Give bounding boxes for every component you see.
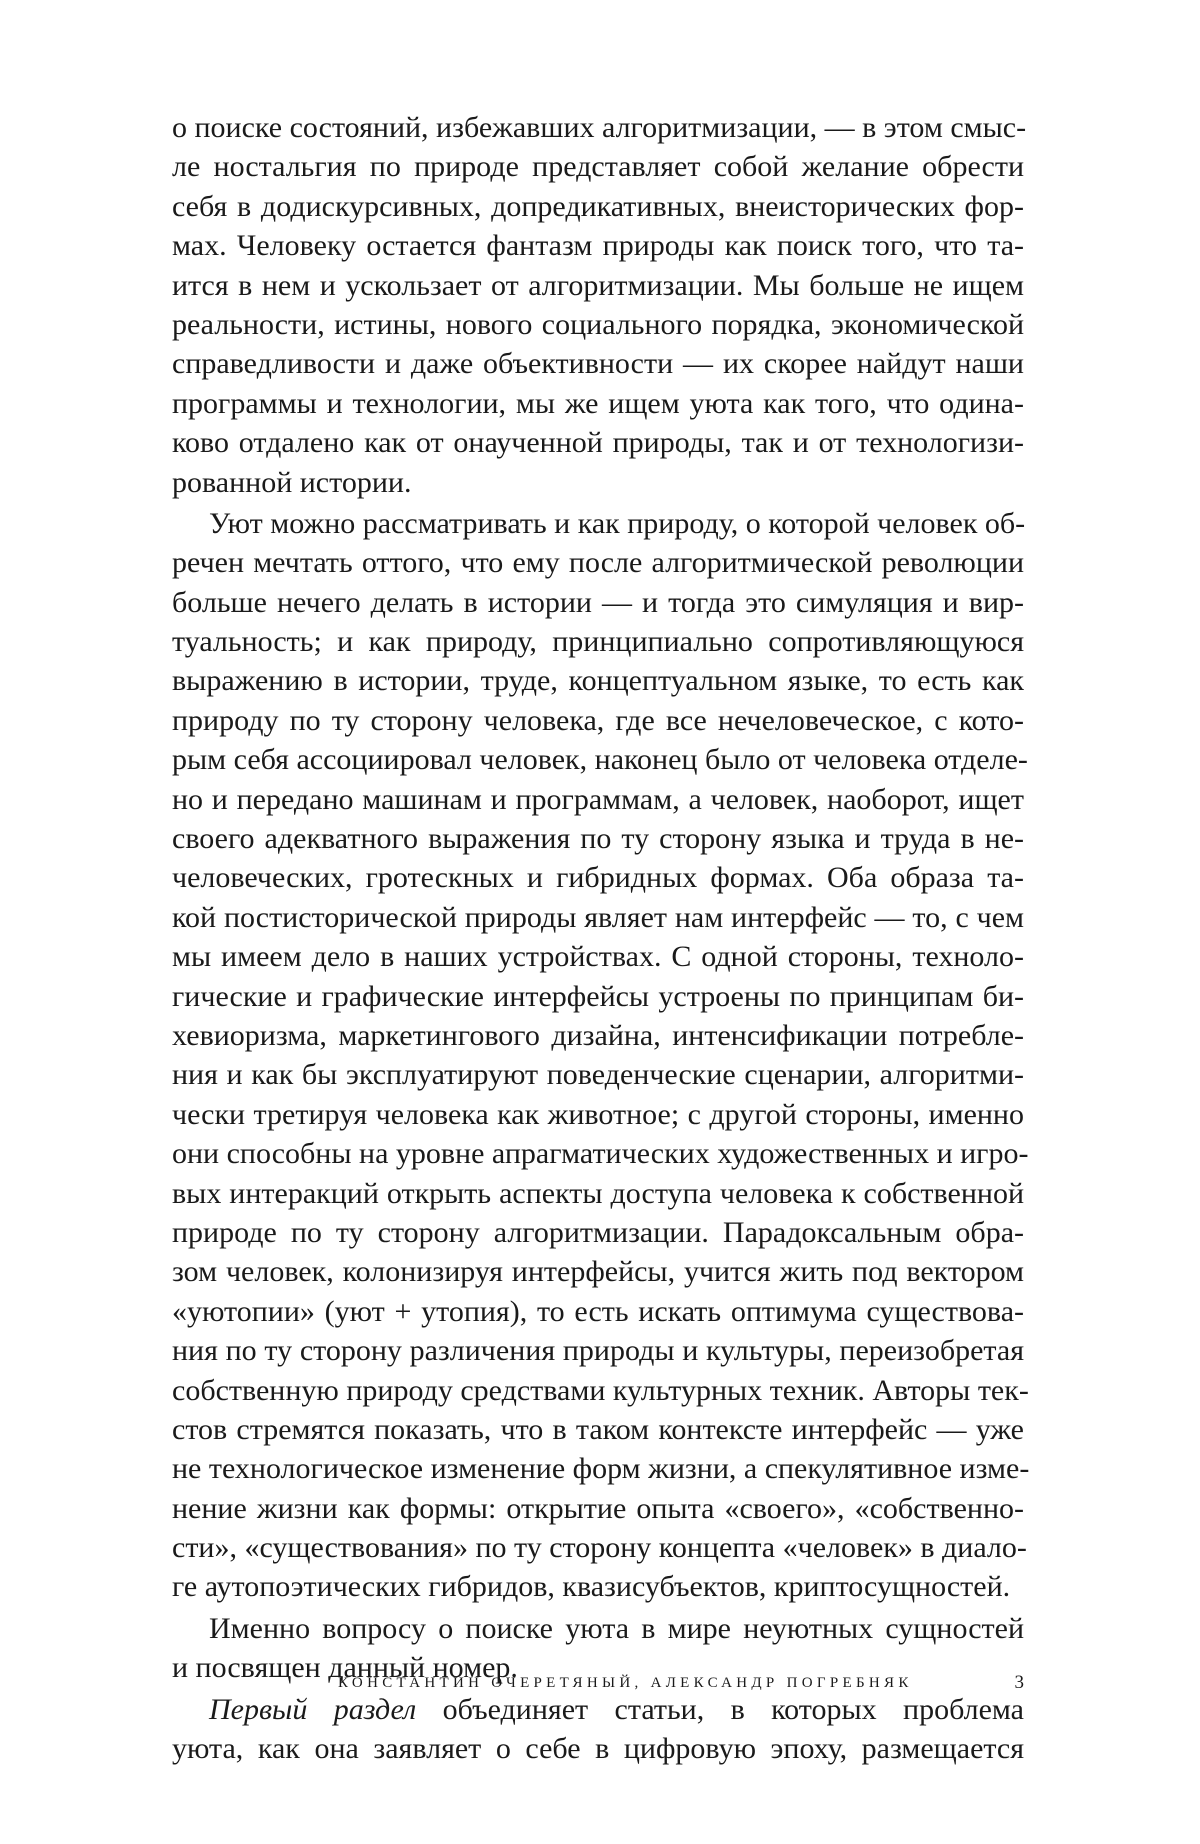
text-line: справедливости и даже объективности — их скорее найдут наши (172, 347, 1024, 381)
page-footer (338, 1668, 1024, 1698)
text-line: рованной истории. (172, 465, 412, 499)
text-line: ится в нем и ускользает от алгоритмизации. Мы больше не ищем (172, 268, 1024, 302)
text-line: нение жизни как формы: открытие опыта «своего», «собственно- (172, 1491, 1024, 1525)
text-line: туальность; и как природу, принципиально сопротивляющуюся (172, 625, 1024, 659)
text-line: рым себя ассоциировал человек, наконец было от человека отделе- (172, 743, 1028, 777)
text-line: о поиске состояний, избежавших алгоритмизации, — в этом смыс- (172, 111, 1027, 144)
text-line: уюта, как она заявляет о себе в цифровую эпоху, размещается (172, 1732, 1024, 1766)
text-line: они способны на уровне апрагматических художественных и игро- (172, 1137, 1029, 1171)
text-line: «уютопии» (уют + утопия), то есть искать оптимума существова- (172, 1294, 1024, 1328)
text-fragment: объединяет статьи, в которых проблема (442, 1692, 1024, 1726)
text-line: гические и графические интерфейсы устроены по принципам би- (172, 979, 1024, 1013)
text-line: больше нечего делать в истории — и тогда это симуляция и вир- (172, 585, 1024, 619)
text-line: программы и технологии, мы же ищем уюта как того, что одина- (172, 386, 1024, 420)
text-line: чески третируя человека как животное; с другой стороны, именно (172, 1097, 1024, 1131)
text-line: ге аутопоэтических гибридов, квазисубъектов, криптосущностей. (172, 1570, 1011, 1604)
paragraph (172, 1690, 1024, 1769)
text-line: Уют можно рассматривать и как природу, о которой человек об- (209, 506, 1026, 540)
text-line: мах. Человеку остается фантазм природы как поиск того, что та- (172, 229, 1024, 263)
paragraph (172, 504, 1030, 1607)
text-line: человеческих, гротескных и гибридных формах. Оба образа та- (172, 861, 1024, 895)
text-line: реальности, истины, нового социального порядка, экономической (172, 307, 1024, 341)
text-line: выражению в истории, труде, концептуальном языке, то есть как (172, 664, 1024, 698)
text-line: собственную природу средствами культурных техник. Авторы тек- (172, 1373, 1029, 1407)
text-line: своего адекватного выражения по ту сторону языка и труда в не- (172, 822, 1024, 856)
text-line: зом человек, колонизируя интерфейсы, учится жить под вектором (172, 1255, 1024, 1289)
text-line: не технологическое изменение форм жизни, а спекулятивное изме- (172, 1452, 1030, 1486)
text-line: стов стремятся показать, что в таком контексте интерфейс — уже (172, 1412, 1024, 1446)
text-line: кой постисторической природы являет нам интерфейс — то, с чем (172, 900, 1024, 934)
text-line: хевиоризма, маркетингового дизайна, интенсификации потребле- (172, 1018, 1024, 1052)
text-line: природу по ту сторону человека, где все нечеловеческое, с кото- (172, 703, 1024, 737)
page-number: 3 (1014, 1672, 1024, 1693)
text-line: природе по ту сторону алгоритмизации. Парадоксальным обра- (172, 1215, 1024, 1249)
text-line: ле ностальгия по природе представляет собой желание обрести (172, 150, 1024, 184)
text-line: и посвящен данный номер. (172, 1651, 518, 1685)
text-line: речен мечтать оттого, что ему после алгоритмической революции (172, 546, 1024, 580)
text-line: но и передано машинам и программам, а человек, наоборот, ищет (172, 782, 1024, 816)
paragraph (172, 108, 1027, 502)
text-line: ния по ту сторону различения природы и культуры, переизобретая (172, 1334, 1024, 1368)
section-reference: Первый раздел (209, 1692, 417, 1726)
page-body (172, 108, 1030, 1768)
text-line: ково отдалено как от онаученной природы, так и от технологизи- (172, 426, 1024, 460)
text-line: Именно вопросу о поиске уюта в мире неуютных сущностей (209, 1611, 1024, 1645)
text-line: мы имеем дело в наших устройствах. С одной стороны, техноло- (172, 940, 1024, 974)
text-line: себя в додискурсивных, допредикативных, внеисторических фор- (172, 189, 1024, 223)
text-line: сти», «существования» по ту сторону концепта «человек» в диало- (172, 1531, 1027, 1565)
running-head: КОНСТАНТИН ОЧЕРЕТЯНЫЙ, АЛЕКСАНДР ПОГРЕБНЯК (338, 1675, 913, 1691)
text-line: ния и как бы эксплуатируют поведенческие сценарии, алгоритми- (172, 1058, 1024, 1092)
text-line: вых интеракций открыть аспекты доступа человека к собственной (172, 1176, 1024, 1210)
